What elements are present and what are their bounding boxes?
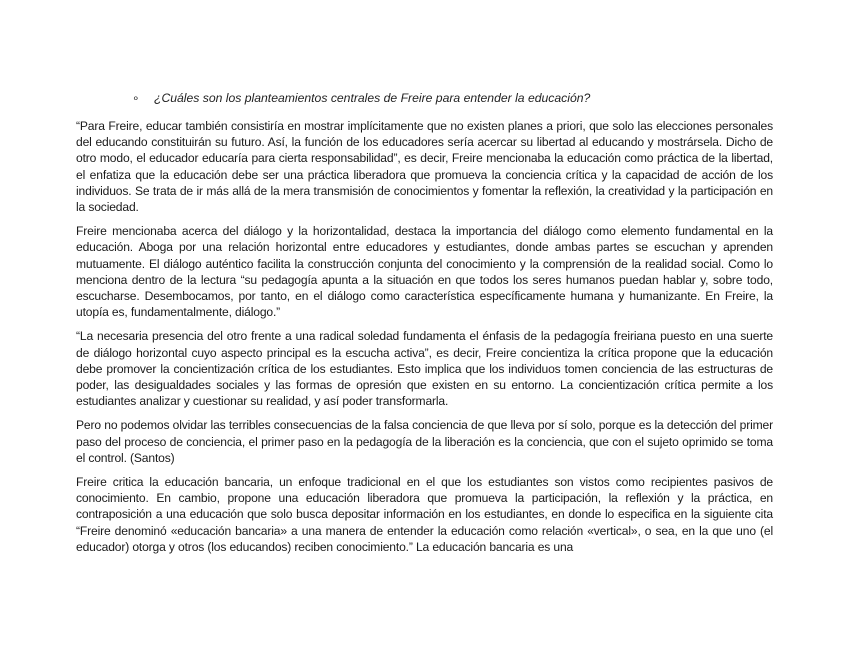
bullet-circle-icon: ∘ [132,91,140,105]
question-bullet-item [132,89,773,107]
paragraph-5: Freire critica la educación bancaria, un enfoque tradicional en el que los estudiantes son vistos como recipientes pasivos de conocimiento. En cambio, propone una educación liberadora que promueva la participación, la reflexión y la práctica, en contraposición a una educación que solo busca depositar información en los estudiantes, en donde lo especifica en la siguiente cita “Freire denominó «educación bancaria» a una manera de entender la educación como relación «vertical», o sea, en la que uno (el educador) otorga y otros (los educandos) reciben conocimiento.” La educación bancaria es una [76,475,773,554]
paragraph-1: “Para Freire, educar también consistiría en mostrar implícitamente que no existen planes a priori, que solo las elecciones personales del educando constituirán su futuro. Así, la función de los educadores sería acercar su libertad al educando y mostrársela. Dicho de otro modo, el educador educaría para cierta responsabilidad”, es decir, Freire mencionaba la educación como práctica de la libertad, el enfatiza que la educación debe ser una práctica liberadora que promueva la conciencia crítica y la capacidad de acción de los individuos. Se trata de ir más allá de la mera transmisión de conocimientos y fomentar la reflexión, la creatividad y la participación en la sociedad. [76,119,773,215]
paragraph-4: Pero no podemos olvidar las terribles consecuencias de la falsa conciencia de que lleva por sí solo, porque es la detección del primer paso del proceso de conciencia, el primer paso en la pedagogía de la liberación es la conciencia, que con el sujeto oprimido se toma el control. (Santos) [76,418,773,465]
question-text: ¿Cuáles son los planteamientos centrales de Freire para entender la educación? [154,91,591,105]
paragraph-2: Freire mencionaba acerca del diálogo y la horizontalidad, destaca la importancia del diálogo como elemento fundamental en la educación. Aboga por una relación horizontal entre educadores y estudiantes, donde ambas partes se escuchan y aprenden mutuamente. El diálogo auténtico facilita la construcción conjunta del conocimiento y la comprensión de la realidad social. Como lo menciona dentro de la lectura “su pedagogía apunta a la situación en que todos los seres humanos puedan hablar y, sobre todo, escucharse. Desembocamos, por tanto, en el diálogo como característica específicamente humana y humanizante. En Freire, la utopía es, fundamentalmente, diálogo.” [76,224,773,320]
paragraph-3: “La necesaria presencia del otro frente a una radical soledad fundamenta el énfasis de la pedagogía freiriana puesto en una suerte de diálogo horizontal cuyo aspecto principal es la escucha activa”, es decir, Freire concientiza la crítica propone que la educación debe promover la concientización crítica de los estudiantes. Esto implica que los individuos tomen conciencia de las estructuras de poder, las desigualdades sociales y las formas de opresión que existen en su entorno. La concientización crítica permite a los estudiantes analizar y cuestionar su realidad, y así poder transformarla. [76,329,773,409]
document-page [76,89,773,563]
